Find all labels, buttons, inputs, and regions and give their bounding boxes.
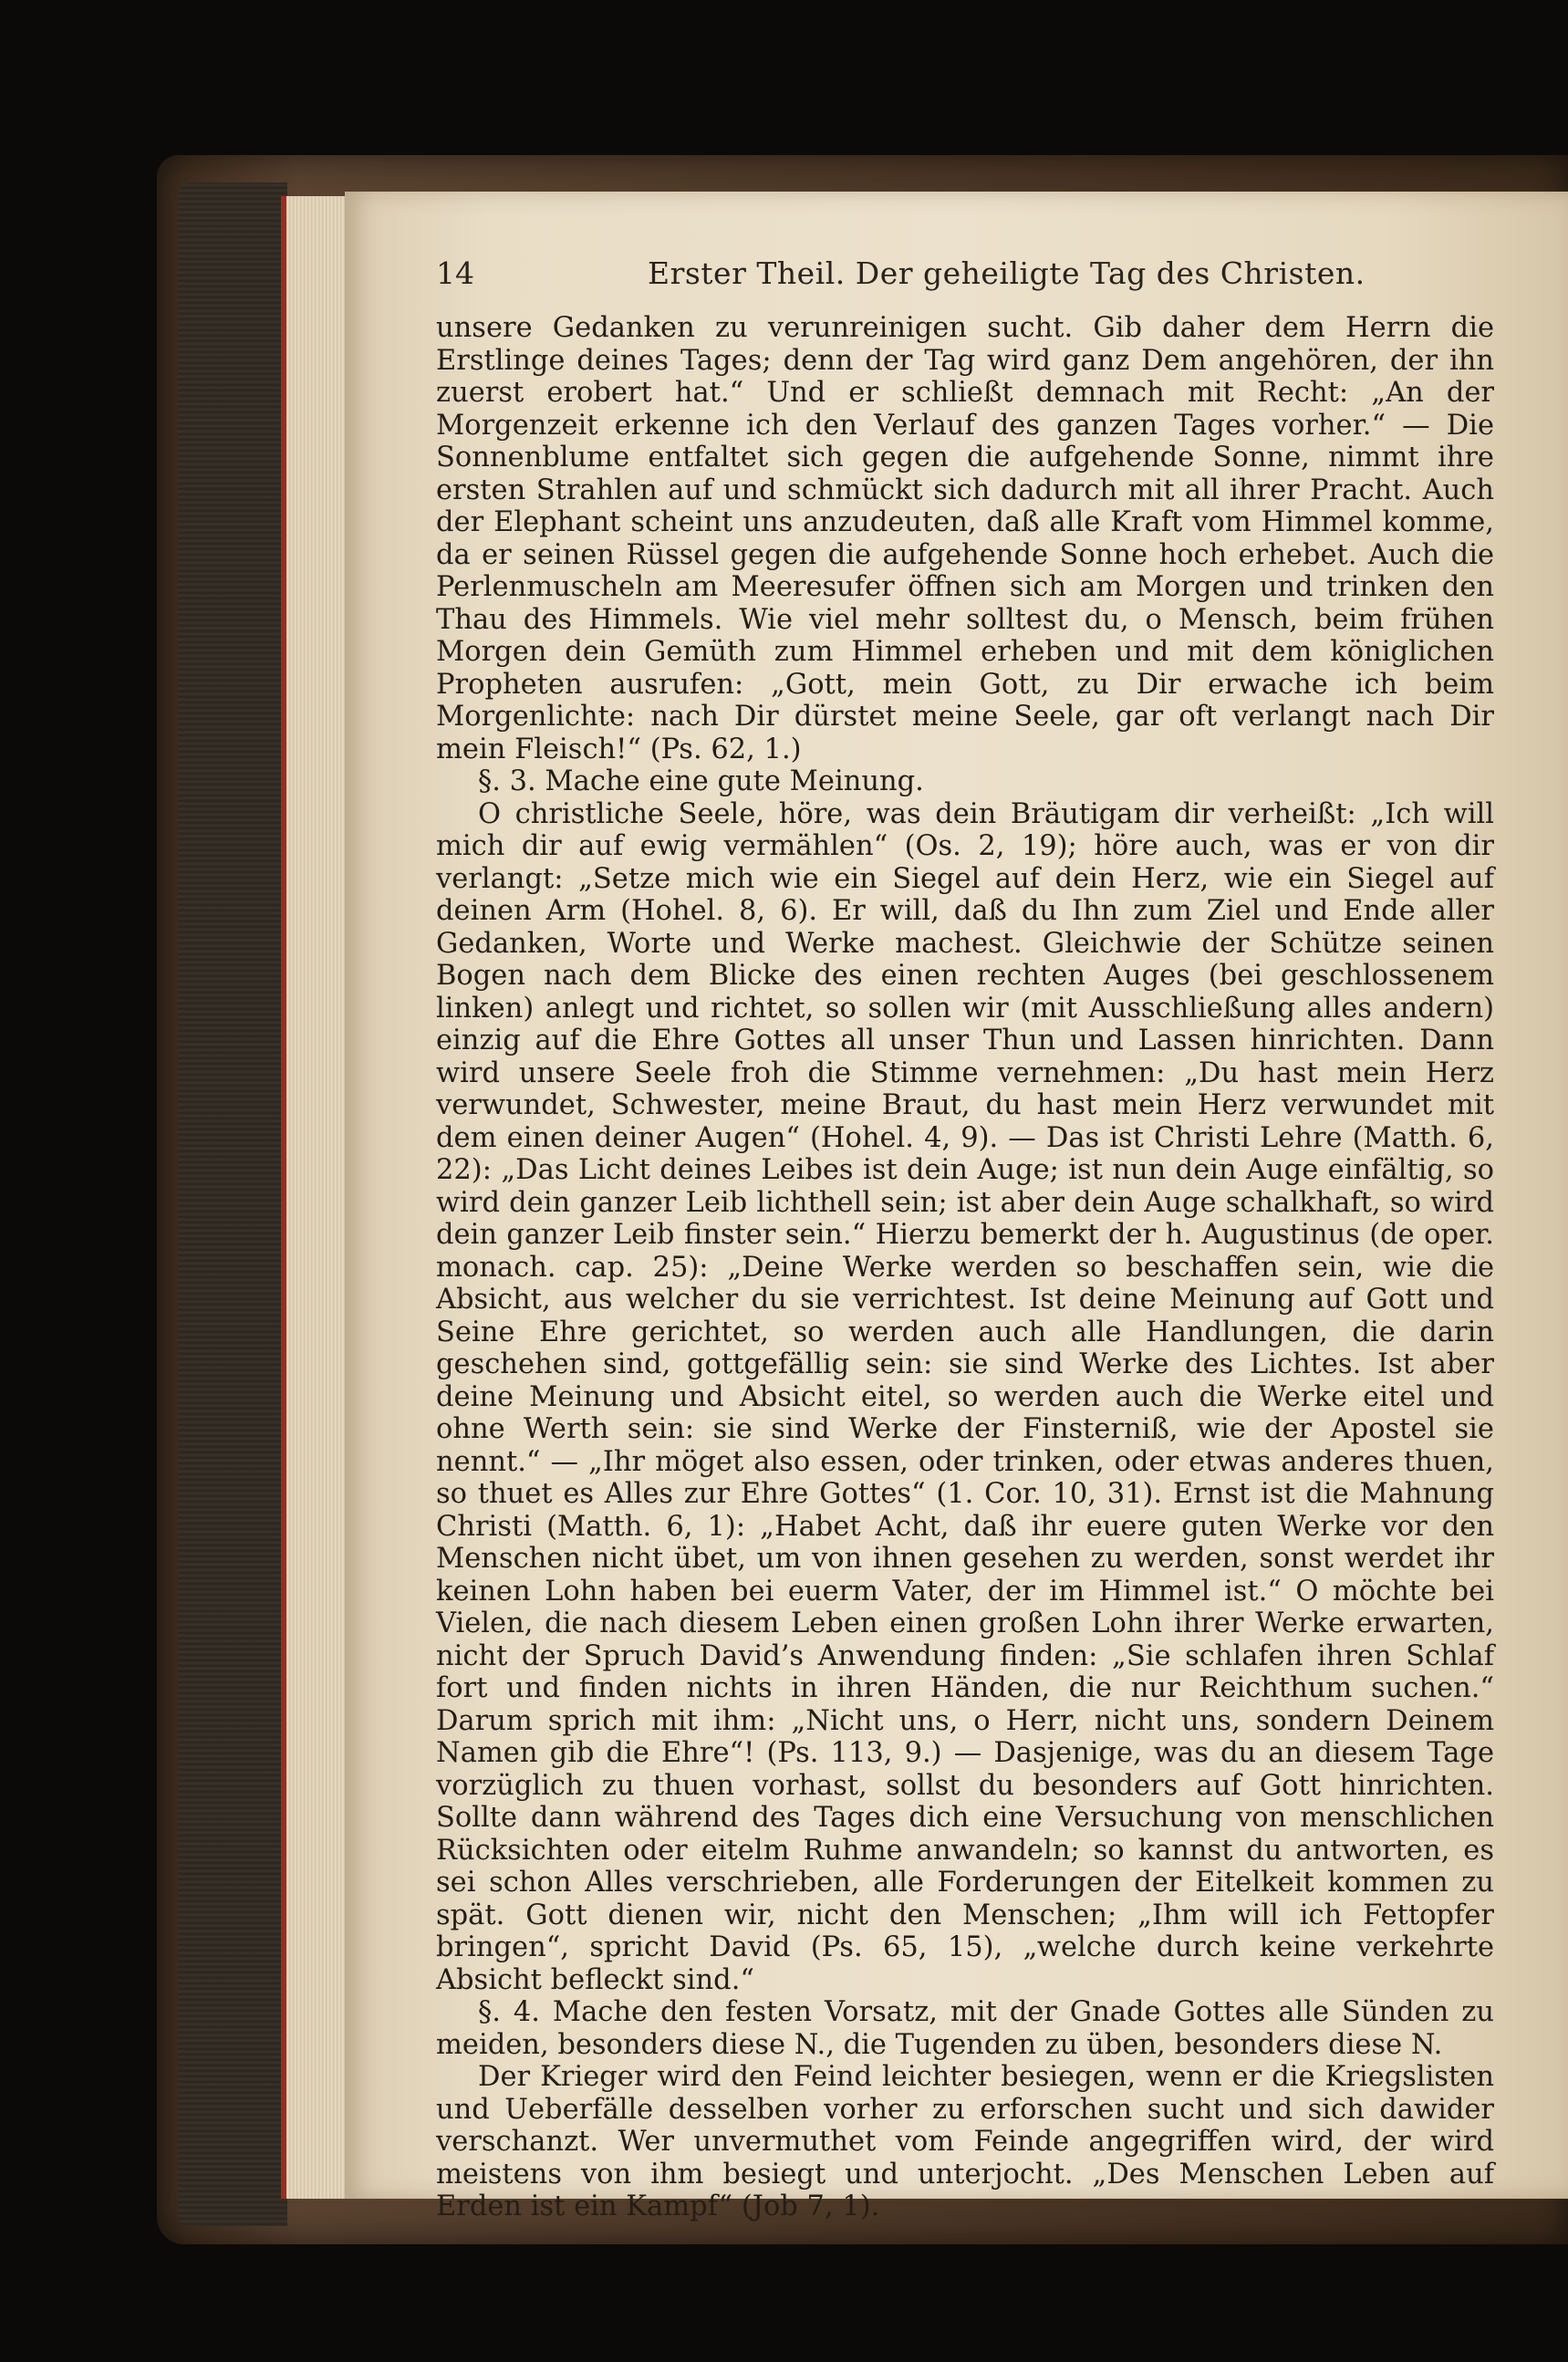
body-text xyxy=(436,312,1494,2223)
book-spine xyxy=(178,182,287,2226)
page-header xyxy=(436,255,1439,301)
paragraph: unsere Gedanken zu verunreinigen sucht. Gib daher dem Herrn die Erstlinge deines Tages; denn der Tag wird ganz Dem angehören, der ihn zuerst erobert hat.“ Und er schließt demnach mit Recht: „An der Morgenzeit erkenne ich den Verlauf des ganzen Tages vorher.“ — Die Sonnenblume entfaltet sich gegen die aufgehende Sonne, nimmt ihre ersten Strahlen auf und schmückt sich dadurch mit all ihrer Pracht. Auch der Elephant scheint uns anzudeuten, daß alle Kraft vom Himmel komme, da er seinen Rüssel gegen die aufgehende Sonne hoch erhebet. Auch die Perlenmuscheln am Meeresufer öffnen sich am Morgen und trinken den Thau des Himmels. Wie viel mehr solltest du, o Mensch, beim frühen Morgen dein Gemüth zum Himmel erheben und mit dem königlichen Propheten ausrufen: „Gott, mein Gott, zu Dir erwache ich beim Morgenlichte: nach Dir dürstet meine Seele, gar oft verlangt nach Dir mein Fleisch!“ (Ps. 62, 1.) xyxy=(436,312,1494,765)
section-heading: §. 4. Mache den festen Vorsatz, mit der Gnade Gottes alle Sünden zu meiden, besonders diese N., die Tugenden zu üben, besonders diese N. xyxy=(436,1996,1494,2061)
paragraph: O christliche Seele, höre, was dein Bräutigam dir verheißt: „Ich will mich dir auf ewig vermählen“ (Os. 2, 19); höre auch, was er von dir verlangt: „Setze mich wie ein Siegel auf dein Herz, wie ein Siegel auf deinen Arm (Hohel. 8, 6). Er will, daß du Ihn zum Ziel und Ende aller Gedanken, Worte und Werke machest. Gleichwie der Schütze seinen Bogen nach dem Blicke des einen rechten Auges (bei geschlossenem linken) anlegt und richtet, so sollen wir (mit Ausschließung alles andern) einzig auf die Ehre Gottes all unser Thun und Lassen hinrichten. Dann wird unsere Seele froh die Stimme vernehmen: „Du hast mein Herz verwundet, Schwester, meine Braut, du hast mein Herz verwundet mit dem einen deiner Augen“ (Hohel. 4, 9). — Das ist Christi Lehre (Matth. 6, 22): „Das Licht deines Leibes ist dein Auge; ist nun dein Auge einfältig, so wird dein ganzer Leib lichthell sein; ist aber dein Auge schalkhaft, so wird dein ganzer Leib finster sein.“ Hierzu bemerkt der h. Augustinus (de oper. monach. cap. 25): „Deine Werke werden so beschaffen sein, wie die Absicht, aus welcher du sie verrichtest. Ist deine Meinung auf Gott und Seine Ehre gerichtet, so werden auch alle Handlungen, die darin geschehen sind, gottgefällig sein: sie sind Werke des Lichtes. Ist aber deine Meinung und Absicht eitel, so werden auch die Werke eitel und ohne Werth sein: sie sind Werke der Finsterniß, wie der Apostel sie nennt.“ — „Ihr möget also essen, oder trinken, oder etwas anderes thuen, so thuet es Alles zur Ehre Gottes“ (1. Cor. 10, 31). Ernst ist die Mahnung Christi (Matth. 6, 1): „Habet Acht, daß ihr euere guten Werke vor den Menschen nicht übet, um von ihnen gesehen zu werden, sonst werdet ihr keinen Lohn haben bei euerm Vater, der im Himmel ist.“ O möchte bei Vielen, die nach diesem Leben einen großen Lohn ihrer Werke erwarten, nicht der Spruch David’s Anwendung finden: „Sie schlafen ihren Schlaf fort und finden nichts in ihren Händen, die nur Reichthum suchen.“ Darum sprich mit ihm: „Nicht uns, o Herr, nicht uns, sondern Deinem Namen gib die Ehre“! (Ps. 113, 9.) — Dasjenige, was du an diesem Tage vorzüglich zu thuen vorhast, sollst du besonders auf Gott hinrichten. Sollte dann während des Tages dich eine Versuchung von menschlichen Rücksichten oder eitelm Ruhme anwandeln; so kannst du antworten, es sei schon Alles verschrieben, alle Forderungen der Eitelkeit kommen zu spät. Gott dienen wir, nicht den Menschen; „Ihm will ich Fettopfer bringen“, spricht David (Ps. 65, 15), „welche durch keine verkehrte Absicht befleckt sind.“ xyxy=(436,797,1494,1996)
section-heading: §. 3. Mache eine gute Meinung. xyxy=(478,765,924,797)
paragraph: Der Krieger wird den Feind leichter besiegen, wenn er die Kriegslisten und Ueberfälle desselben vorher zu erforschen sucht und sich dawider verschanzt. Wer unvermuthet vom Feinde angegriffen wird, der wird meistens von ihm besiegt und unterjocht. „Des Menschen Leben auf Erden ist ein Kampf“ (Job 7, 1). xyxy=(436,2061,1494,2222)
page-edges xyxy=(281,196,350,2199)
book-page xyxy=(345,192,1568,2222)
page-number: 14 xyxy=(436,255,474,291)
running-head: Erster Theil. Der geheiligte Tag des Christen. xyxy=(648,255,1366,291)
